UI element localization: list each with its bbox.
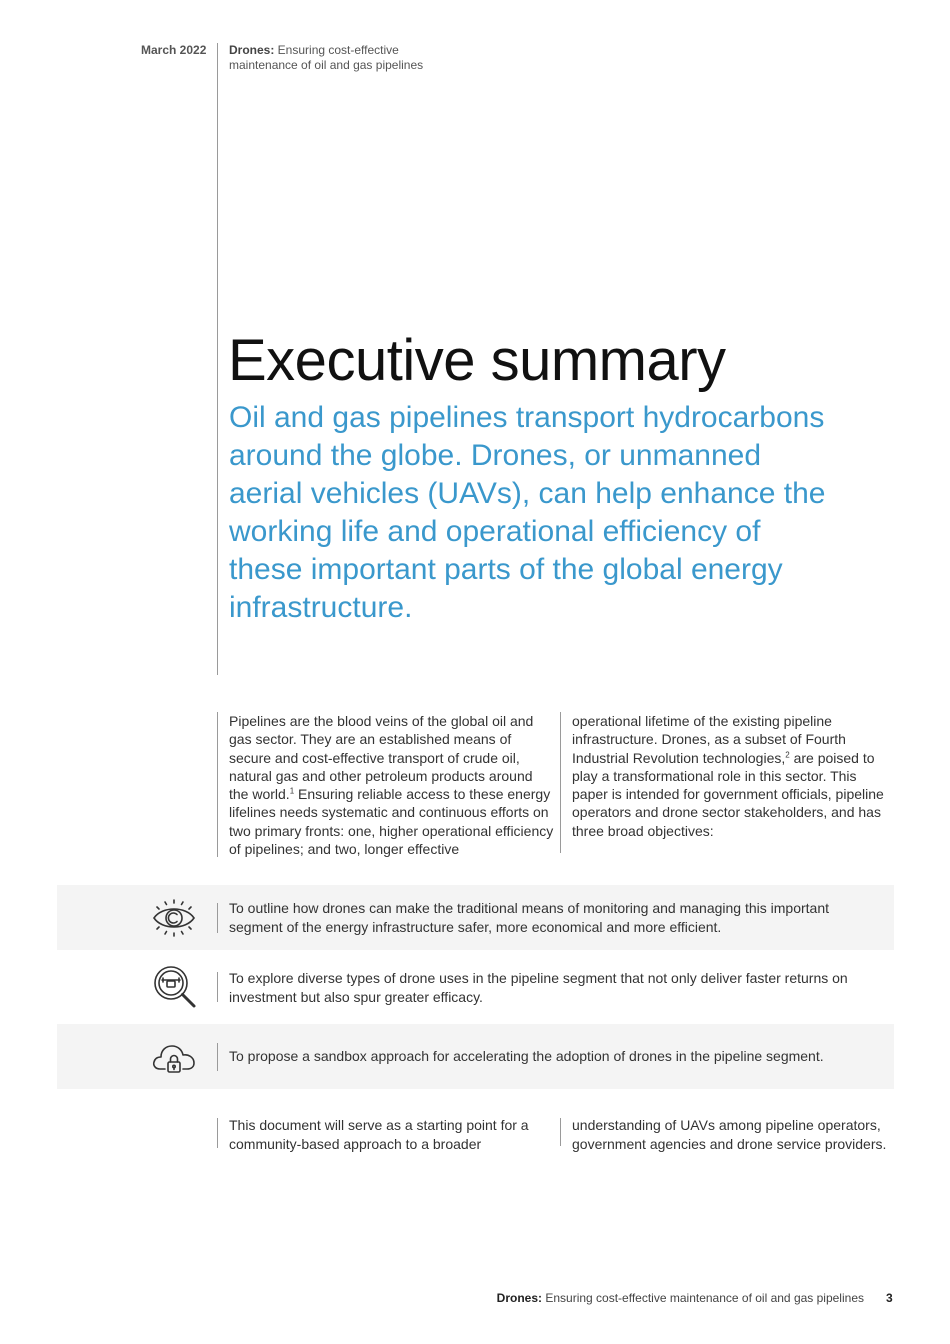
lead-paragraph: Oil and gas pipelines transport hydrocarbons around the globe. Drones, or unmanned aerial vehicles (UAVs), can help enhance the working life and operational efficiency of these important parts of the global energy infrastructure. [229,401,826,624]
footer-doc-title-rest: Ensuring cost-effective maintenance of oil and gas pipelines [542,1291,864,1305]
objective-2-divider [217,972,218,1002]
objective-1-text: To outline how drones can make the traditional means of monitoring and managing this important segment of the energy infrastructure safer, more economical and more efficient. [229,900,830,935]
body-col2-text-b: are poised to play a transformational role in this sector. This paper is intended for government officials, pipeline operators and drone sector stakeholders, and has three broad objectives: [572,749,884,839]
header-doc-title-rest: Ensuring cost-effective maintenance of oil and gas pipelines [229,43,424,72]
objective-3-text: To propose a sandbox approach for accelerating the adoption of drones in the pipeline segment. [229,1048,824,1064]
body-col2-divider [560,712,561,853]
footnote-ref-1[interactable]: 1 [289,786,295,796]
footnote-ref-2[interactable]: 2 [785,749,790,759]
header-divider [217,43,218,675]
body-col1-divider [217,712,218,857]
closing-col2-text: understanding of UAVs among pipeline operators, government agencies and drone service providers. [572,1117,887,1152]
closing-col2-divider [560,1118,561,1146]
body-col1-text-a: Pipelines are the blood veins of the global oil and gas sector. They are an established means of secure and cost-effective transport of crude oil, natural gas and other petroleum products around the world. [229,713,534,803]
closing-column-2 [572,1116,890,1154]
body-col1-text-b: Ensuring reliable access to these energy lifelines needs systematic and continuous efforts on two primary fronts: one, higher operational efficiency of pipelines; and two, longer effective [229,786,554,858]
eye-icon [150,894,198,942]
header-date: March 2022 [141,43,207,57]
page-number: 3 [886,1291,893,1305]
objective-3-divider [217,1043,218,1071]
magnifier-drone-icon [150,962,198,1010]
footer-doc-title [497,1291,864,1305]
objective-2-text: To explore diverse types of drone uses in the pipeline segment that not only deliver faster returns on investment but also spur greater efficacy. [229,970,848,1005]
closing-column-1 [229,1116,554,1154]
header-doc-title [229,43,449,73]
body-column-2 [572,712,887,840]
page-title: Executive summary [228,328,726,393]
objective-1-divider [217,903,218,933]
cloud-lock-icon [150,1034,198,1082]
closing-col1-text: This document will serve as a starting point for a community-based approach to a broader [229,1117,529,1152]
body-col2-text-a: operational lifetime of the existing pipeline infrastructure. Drones, as a subset of Fourth Industrial Revolution technologies, [572,713,846,766]
footer-doc-title-bold: Drones: [496,1291,543,1305]
closing-col1-divider [217,1118,218,1148]
header-doc-title-bold: Drones: [229,43,275,57]
body-column-1 [229,712,554,858]
